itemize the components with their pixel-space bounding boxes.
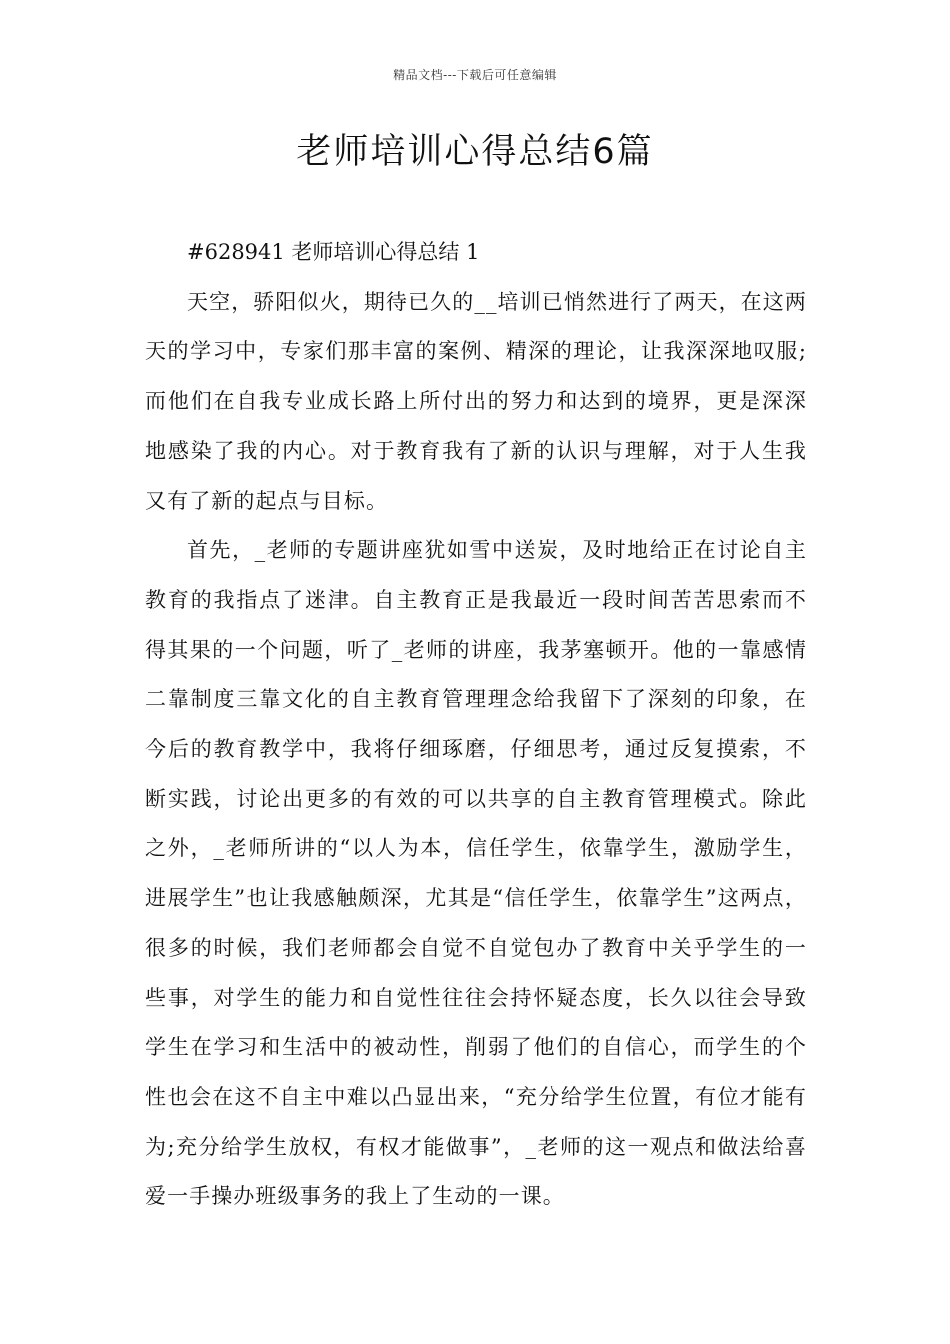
paragraph-1: 天空，骄阳似火，期待已久的__培训已悄然进行了两天，在这两天的学习中，专家们那丰富的案例、精深的理论，让我深深地叹服;而他们在自我专业成长路上所付出的努力和达到的境界，更是深深地感染了我的内心。对于教育我有了新的认识与理解，对于人生我又有了新的起点与目标。 bbox=[145, 289, 807, 513]
section-heading: #628941 老师培训心得总结 1 bbox=[187, 240, 480, 264]
document-title: 老师培训心得总结6篇 bbox=[296, 132, 654, 172]
document-body bbox=[145, 228, 807, 1222]
page-header-note: 精品文档---下载后可任意编辑 bbox=[393, 68, 557, 82]
paragraph-2: 首先，_老师的专题讲座犹如雪中送炭，及时地给正在讨论自主教育的我指点了迷津。自主教育正是我最近一段时间苦苦思索而不得其果的一个问题，听了_老师的讲座，我茅塞顿开。他的一靠感情二靠制度三靠文化的自主教育管理理念给我留下了深刻的印象，在今后的教育教学中，我将仔细琢磨，仔细思考，通过反复摸索，不断实践，讨论出更多的有效的可以共享的自主教育管理模式。除此之外，_老师所讲的“以人为本，信任学生，依靠学生，激励学生，进展学生”也让我感触颇深，尤其是“信任学生，依靠学生”这两点，很多的时候，我们老师都会自觉不自觉包办了教育中关乎学生的一些事，对学生的能力和自觉性往往会持怀疑态度，长久以往会导致学生在学习和生活中的被动性，削弱了他们的自信心，而学生的个性也会在这不自主中难以凸显出来，“充分给学生位置，有位才能有为;充分给学生放权，有权才能做事”，_老师的这一观点和做法给喜爱一手操办班级事务的我上了生动的一课。 bbox=[145, 538, 807, 1209]
